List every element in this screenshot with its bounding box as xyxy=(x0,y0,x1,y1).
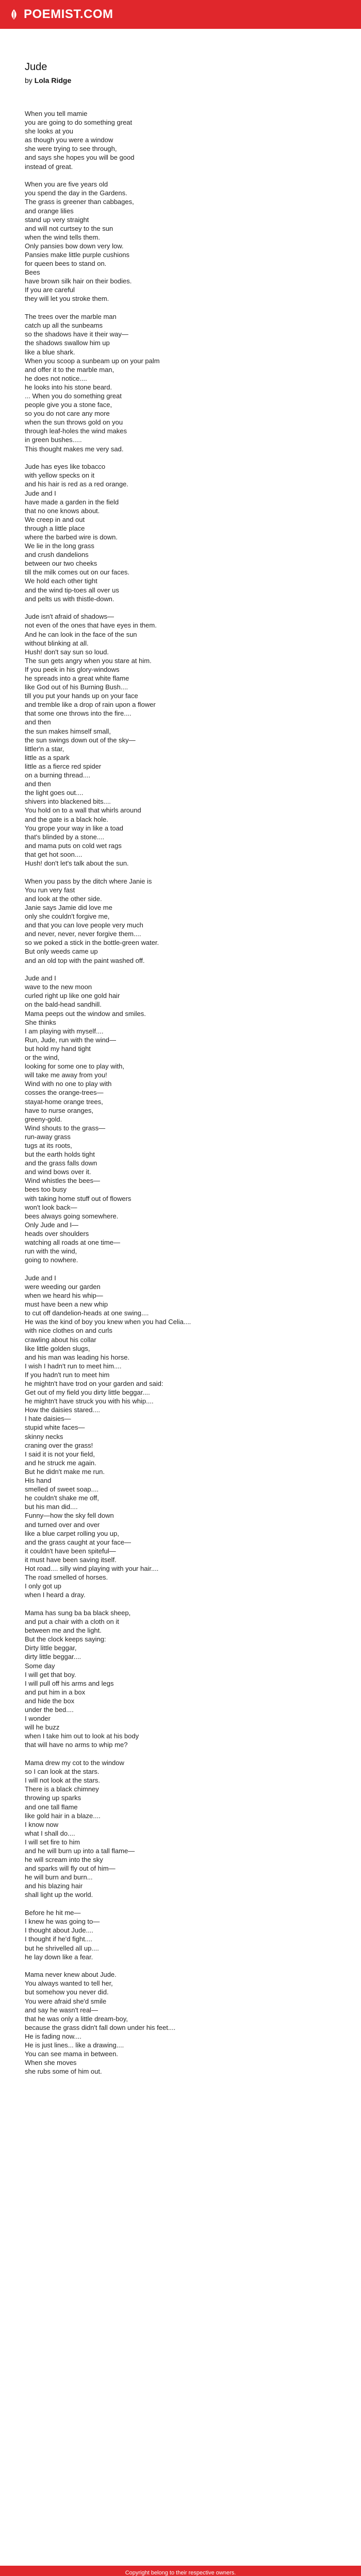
poem-line: and mama puts on cold wet rags xyxy=(25,841,122,850)
poem-line: and offer it to the marble man, xyxy=(25,365,114,374)
poem-line: under the bed.... xyxy=(25,1705,74,1714)
poem-title: Jude xyxy=(25,61,47,73)
poem-line: and turned over and over xyxy=(25,1520,100,1529)
site-logo[interactable]: POEMIST.COM xyxy=(24,7,113,21)
poem-line: through a little place xyxy=(25,524,85,532)
poem-line: When you are five years old xyxy=(25,180,108,189)
poem-line: what I shall do.... xyxy=(25,1829,75,1837)
poem-line: Wind with no one to play with xyxy=(25,1080,112,1088)
poem-line: and never, never, never forgive them.... xyxy=(25,930,141,938)
poem-line: heads over shoulders xyxy=(25,1229,89,1238)
poem-line: and tremble like a drop of rain upon a flower xyxy=(25,701,156,709)
poem-line: like a blue shark. xyxy=(25,348,75,356)
poem-line: through leaf-holes the wind makes xyxy=(25,427,127,435)
poem-line: Wind whistles the bees— xyxy=(25,1177,100,1185)
poem-line: and he will burn up into a tall flame— xyxy=(25,1846,135,1855)
poem-line: she rubs some of him out. xyxy=(25,2067,102,2076)
poem-line: If you hadn't run to meet him xyxy=(25,1370,110,1379)
poem-line: between me and the light. xyxy=(25,1626,102,1635)
poem-line: he couldn't shake me off, xyxy=(25,1494,99,1502)
poem-line: Jude and I xyxy=(25,1274,56,1282)
poem-line: I am playing with myself.... xyxy=(25,1027,104,1035)
poem-line: that he was only a little dream-boy, xyxy=(25,2014,128,2023)
poem-line: The trees over the marble man xyxy=(25,313,117,321)
poem-line: not even of the ones that have eyes in them. xyxy=(25,621,157,630)
poem-line: I hate daisies— xyxy=(25,1415,71,1423)
poem-line: the sun makes himself small, xyxy=(25,727,111,735)
poem-line: but he shrivelled all up.... xyxy=(25,1944,99,1952)
stanza xyxy=(25,974,336,1264)
poem-line: and one tall flame xyxy=(25,1803,78,1811)
poem-line: bees too busy xyxy=(25,1185,67,1194)
stanza xyxy=(25,1608,336,1750)
poem-line: that's blinded by a stone.... xyxy=(25,833,105,841)
poem-line: When you scoop a sunbeam up on your palm xyxy=(25,357,160,365)
poem-line: little as a spark xyxy=(25,753,70,761)
poem-line: have made a garden in the field xyxy=(25,498,119,506)
poem-line: she were trying to see through, xyxy=(25,145,117,153)
stanza xyxy=(25,109,336,171)
poem-line: Get out of my field you dirty little beggar.... xyxy=(25,1388,150,1397)
poem-line: will take me away from you! xyxy=(25,1071,107,1079)
poem-line: Hush! don't say sun so loud. xyxy=(25,648,109,656)
poem-line: must have been a new whip xyxy=(25,1300,108,1309)
poem-line: I wish I hadn't run to meet him.... xyxy=(25,1362,122,1370)
poem-line: looking for some one to play with, xyxy=(25,1062,124,1071)
poem-line: Jude and I xyxy=(25,489,56,497)
poem-line: have brown silk hair on their bodies. xyxy=(25,277,132,285)
poem-line: watching all roads at one time— xyxy=(25,1239,120,1246)
poem-line: If you are careful xyxy=(25,286,75,294)
poem-line: that some one throws into the fire.... xyxy=(25,709,132,718)
poem-line: He is just lines... like a drawing.... xyxy=(25,2041,124,2049)
poem-line: with nice clothes on and curls xyxy=(25,1327,112,1335)
poem-line: tugs at its roots, xyxy=(25,1141,72,1149)
stanza xyxy=(25,180,336,303)
poem-line: And he can look in the face of the sun xyxy=(25,630,137,638)
poem-line: she looks at you xyxy=(25,127,73,135)
poem-line: and his blazing hair xyxy=(25,1882,83,1890)
poem-line: Mama has sung ba ba black sheep, xyxy=(25,1608,131,1617)
poem-line: Some day xyxy=(25,1662,55,1670)
poem-line: Only Jude and I— xyxy=(25,1221,79,1229)
poem-line: Hush! don't let's talk about the sun. xyxy=(25,859,129,867)
poem-line: curled right up like one gold hair xyxy=(25,992,120,1000)
poem-line: and then xyxy=(25,718,51,726)
poem-line: and the grass caught at your face— xyxy=(25,1538,131,1546)
poem-line: he will burn and burn... xyxy=(25,1873,93,1882)
poem-line: But he didn't make me run. xyxy=(25,1467,105,1476)
poem-line: people give you a stone face, xyxy=(25,401,112,409)
poem-line: with taking home stuff out of flowers xyxy=(25,1194,132,1202)
poem-line: You can see mama in between. xyxy=(25,2050,118,2058)
poem-line: till the milk comes out on our faces. xyxy=(25,568,130,577)
poem-line: without blinking at all. xyxy=(25,639,89,647)
poem-line: on a burning thread.... xyxy=(25,771,91,779)
poem-line: the shadows swallow him up xyxy=(25,339,110,347)
poem-line: He is fading now.... xyxy=(25,2032,81,2040)
poem-line: and sparks will fly out of him— xyxy=(25,1865,116,1873)
poem-line: When you pass by the ditch where Janie is xyxy=(25,877,152,885)
poem-line: But only weeds came up xyxy=(25,947,98,956)
site-footer xyxy=(0,2566,361,2576)
poem-line: shall light up the world. xyxy=(25,1891,93,1899)
poem-line: going to nowhere. xyxy=(25,1256,78,1264)
poem-line: and hide the box xyxy=(25,1697,75,1705)
poem-line: stupid white faces— xyxy=(25,1423,85,1432)
poem-line: Dirty little beggar, xyxy=(25,1644,77,1652)
poem-line: won't look back— xyxy=(25,1203,77,1211)
stanza xyxy=(25,1908,336,1961)
quill-icon[interactable] xyxy=(8,9,20,20)
poem-line: Mama never knew about Jude. xyxy=(25,1971,117,1979)
poem-line: I know now xyxy=(25,1820,59,1828)
poem-line: only she couldn't forgive me, xyxy=(25,912,110,921)
poem-line: crawling about his collar xyxy=(25,1335,96,1344)
poem-line: When you tell mamie xyxy=(25,110,88,117)
poem-line: wave to the new moon xyxy=(25,983,92,991)
poem-line: he looks into his stone beard. xyxy=(25,383,112,391)
poem-line: You run very fast xyxy=(25,886,75,894)
poem-line: and say he wasn't real— xyxy=(25,2006,98,2014)
poem-line: throwing up sparks xyxy=(25,1794,81,1802)
poem-line: You always wanted to tell her, xyxy=(25,1979,113,1988)
poem-line: smelled of sweet soap.... xyxy=(25,1485,99,1494)
poem-line: so I can look at the stars. xyxy=(25,1768,100,1776)
stanza xyxy=(25,312,336,453)
poem-line: run with the wind, xyxy=(25,1247,77,1256)
poem-line: little as a fierce red spider xyxy=(25,762,102,770)
poem-line: I will get that boy. xyxy=(25,1670,76,1679)
poem-line: when the sun throws gold on you xyxy=(25,418,123,427)
poem-line: and look at the other side. xyxy=(25,894,102,903)
poem-line: You grope your way in like a toad xyxy=(25,824,124,832)
poem-line: because the grass didn't fall down under his feet.... xyxy=(25,2023,176,2031)
poem-line: were weeding our garden xyxy=(25,1282,101,1291)
poem-line: The grass is greener than cabbages, xyxy=(25,198,134,206)
poem-line: If you peek in his glory-windows xyxy=(25,665,120,673)
poem-line: Mama drew my cot to the window xyxy=(25,1759,124,1767)
poem-line: but somehow you never did. xyxy=(25,1988,109,1996)
poem-line: ... When you do something great xyxy=(25,392,122,400)
stanza xyxy=(25,1758,336,1900)
poem-line: You hold on to a wall that whirls around xyxy=(25,806,141,815)
poem-line: He was the kind of boy you knew when you had Celia.... xyxy=(25,1318,191,1326)
stanza xyxy=(25,1274,336,1599)
poem-line: Jude has eyes like tobacco xyxy=(25,463,106,471)
poem-line: Jude isn't afraid of shadows— xyxy=(25,613,114,621)
poem-line: I only got up xyxy=(25,1582,61,1590)
poem-line: he mightn't have struck you with his whip.... xyxy=(25,1397,154,1405)
poem-line: and orange lilies xyxy=(25,207,74,215)
poem-line: to cut off dandelion-heads at one swing.... xyxy=(25,1309,149,1317)
poem-line: so the shadows have it their way— xyxy=(25,330,128,338)
poem-line: the sun swings down out of the sky— xyxy=(25,736,136,744)
poem-line: and crush dandelions xyxy=(25,551,89,559)
poem-line: for queen bees to stand on. xyxy=(25,260,107,268)
poem-line: as though you were a window xyxy=(25,136,113,144)
poem-line: he mightn't have trod on your garden and said: xyxy=(25,1380,163,1387)
poem-line: I wonder xyxy=(25,1715,51,1723)
poem-line: Funny—how the sky fell down xyxy=(25,1512,114,1520)
poem-line: I said it is not your field, xyxy=(25,1450,95,1458)
stanza xyxy=(25,612,336,868)
poem-line: This thought makes me very sad. xyxy=(25,445,124,453)
poem-line: and wind bows over it. xyxy=(25,1168,91,1176)
poem-line: between our two cheeks xyxy=(25,560,97,568)
poem-byline xyxy=(25,76,336,84)
poem-line: I will set fire to him xyxy=(25,1838,80,1846)
poem-line: and that you can love people very much xyxy=(25,921,143,929)
poem-line: and pelts us with thistle-down. xyxy=(25,595,114,603)
poem-line: but his man did.... xyxy=(25,1503,78,1511)
poem-line: or the wind, xyxy=(25,1054,60,1062)
poem-line: I thought about Jude.... xyxy=(25,1926,93,1935)
poem-line: and the wind tip-toes all over us xyxy=(25,586,119,594)
poem-line: greeny-gold. xyxy=(25,1115,62,1123)
poem-line: shivers into blackened bits.... xyxy=(25,798,111,806)
poem-line: His hand xyxy=(25,1477,52,1485)
poem-line: There is a black chimney xyxy=(25,1785,99,1793)
poem-line: so we poked a stick in the bottle-green water. xyxy=(25,939,159,947)
poem-line: We lie in the long grass xyxy=(25,542,94,550)
poem-line: and put a chair with a cloth on it xyxy=(25,1618,119,1626)
poem-line: Wind shouts to the grass— xyxy=(25,1124,106,1132)
poem-line: in green bushes..... xyxy=(25,436,82,444)
poem-line: stayat-home orange trees, xyxy=(25,1097,103,1106)
poem-line: I will pull off his arms and legs xyxy=(25,1679,114,1687)
poem-line: he does not notice.... xyxy=(25,374,87,382)
byline-prefix: by xyxy=(25,76,32,84)
poem-line: littler'n a star, xyxy=(25,744,64,753)
poem-line: so you do not care any more xyxy=(25,410,110,418)
poem-line: dirty little beggar.... xyxy=(25,1653,81,1661)
poem-line: Pansies make little purple cushions xyxy=(25,251,130,259)
poem-line: and his man was leading his horse. xyxy=(25,1353,130,1361)
poem-line: I will not look at the stars. xyxy=(25,1776,100,1785)
poem-line: with yellow specks on it xyxy=(25,471,95,480)
poem-line: have to nurse oranges, xyxy=(25,1106,93,1114)
poem-line: cosses the orange-trees— xyxy=(25,1089,104,1097)
poem-line: Before he hit me— xyxy=(25,1909,81,1917)
poem-line: Run, Jude, run with the wind— xyxy=(25,1036,117,1044)
poem-line: and the gate is a black hole. xyxy=(25,815,108,823)
poem-line: when we heard his whip— xyxy=(25,1292,103,1300)
poem-line: you spend the day in the Gardens. xyxy=(25,189,127,197)
poem-line: on the bald-head sandhill. xyxy=(25,1001,102,1009)
poem-line: We creep in and out xyxy=(25,515,85,523)
poem-line: and will not curtsey to the sun xyxy=(25,224,113,232)
poem-line: where the barbed wire is down. xyxy=(25,533,118,541)
poem-line: I thought if he'd fight.... xyxy=(25,1935,93,1943)
poem-line: when I take him out to look at his body xyxy=(25,1732,139,1740)
poem-line: Janie says Jamie did love me xyxy=(25,903,112,911)
poem-line: and the grass falls down xyxy=(25,1159,97,1167)
poem-line: when I heard a dray. xyxy=(25,1591,86,1599)
stanza xyxy=(25,1970,336,2076)
poem-line: he will scream into the sky xyxy=(25,1856,103,1864)
poem-line: that get hot soon.... xyxy=(25,850,83,858)
stanza xyxy=(25,877,336,965)
poem-line: Bees xyxy=(25,268,40,277)
poem-line: you are going to do something great xyxy=(25,118,133,127)
poem-line: The sun gets angry when you stare at him. xyxy=(25,656,152,665)
poem-line: like gold hair in a blaze.... xyxy=(25,1811,101,1820)
poem-line: and his hair is red as a red orange. xyxy=(25,480,128,488)
poem-line: instead of great. xyxy=(25,162,73,171)
poem-line: when the wind tells them. xyxy=(25,233,100,241)
site-header xyxy=(0,0,361,29)
poem-line: like a blue carpet rolling you up, xyxy=(25,1529,119,1537)
poem-line: But the clock keeps saying: xyxy=(25,1635,106,1643)
poem-line: skinny necks xyxy=(25,1432,63,1440)
poem-line: he lay down like a fear. xyxy=(25,1953,93,1961)
author-link[interactable]: Lola Ridge xyxy=(34,76,72,84)
poem-line: that no one knows about. xyxy=(25,506,100,515)
poem-body xyxy=(25,109,336,2076)
poem-line: till you put your hands up on your face xyxy=(25,692,138,700)
poem-line: Hot road.... silly wind playing with your hair.... xyxy=(25,1564,159,1572)
poem-line: We hold each other tight xyxy=(25,577,97,585)
poem-line: and put him in a box xyxy=(25,1688,86,1696)
poem-line: You were afraid she'd smile xyxy=(25,1997,107,2005)
poem-line: and then xyxy=(25,780,51,788)
poem-line: bees always going somewhere. xyxy=(25,1212,119,1220)
poem-line: stand up very straight xyxy=(25,215,89,224)
poem-line: and says she hopes you will be good xyxy=(25,154,135,162)
poem-line: and he struck me again. xyxy=(25,1459,96,1467)
poem-line: the light goes out.... xyxy=(25,789,84,797)
poem-line: When she moves xyxy=(25,2059,77,2067)
poem-line: craning over the grass! xyxy=(25,1441,93,1449)
poem-page xyxy=(0,29,361,2076)
poem-line: She thinks xyxy=(25,1018,56,1026)
poem-line: they will let you stroke them. xyxy=(25,295,109,303)
poem-line: Only pansies bow down very low. xyxy=(25,242,124,250)
poem-line: catch up all the sunbeams xyxy=(25,321,103,330)
poem-line: Jude and I xyxy=(25,974,56,982)
poem-line: that will have no arms to whip me? xyxy=(25,1741,128,1749)
poem-line: Mama peeps out the window and smiles. xyxy=(25,1009,146,1018)
poem-line: he spreads into a great white flame xyxy=(25,674,129,682)
poem-line: will he buzz xyxy=(25,1723,60,1732)
poem-line: I knew he was going to— xyxy=(25,1918,100,1926)
poem-line: but hold my hand tight xyxy=(25,1044,91,1053)
poem-line: and an old top with the paint washed off. xyxy=(25,956,145,964)
poem-line: it must have been saving itself. xyxy=(25,1555,117,1564)
poem-line: it couldn't have been spiteful— xyxy=(25,1547,116,1555)
poem-line: like little golden slugs, xyxy=(25,1344,90,1352)
copyright-notice: Copyright belong to their respective owners. xyxy=(125,2570,236,2576)
poem-line: like God out of his Burning Bush.... xyxy=(25,683,128,691)
stanza xyxy=(25,462,336,603)
poem-line: How the daisies stared.... xyxy=(25,1406,100,1414)
poem-line: but the earth holds tight xyxy=(25,1150,95,1159)
poem-line: run-away grass xyxy=(25,1132,71,1141)
poem-line: The road smelled of horses. xyxy=(25,1573,108,1582)
